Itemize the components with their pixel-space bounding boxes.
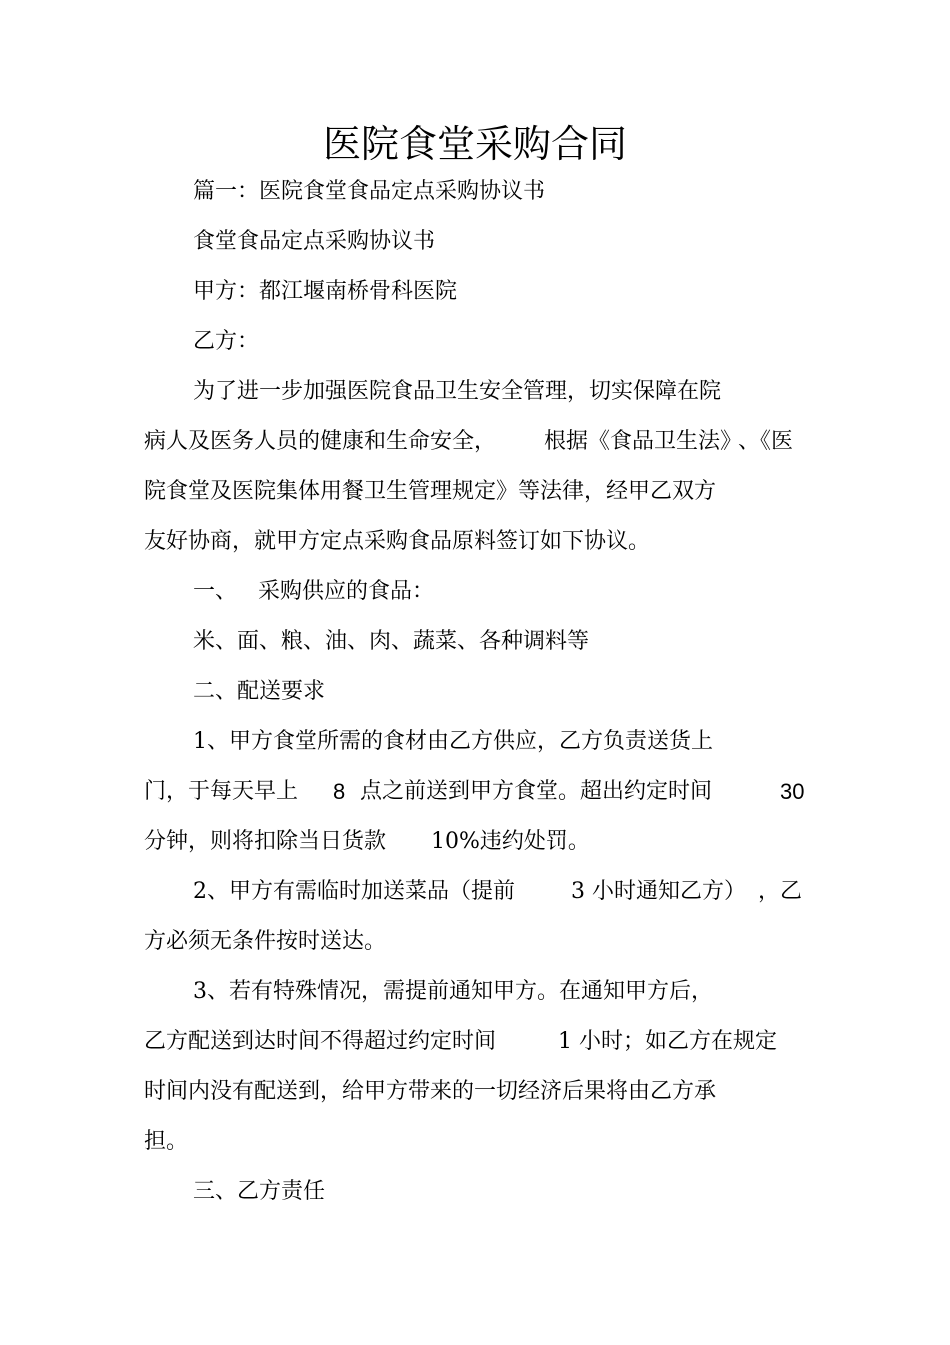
agreement-title: 食堂食品定点采购协议书 bbox=[193, 229, 436, 254]
clause-number: 一、 bbox=[193, 579, 238, 604]
paragraph-line: 门，于每天早上 bbox=[144, 779, 299, 804]
paragraph-line: 、《医 bbox=[738, 429, 794, 454]
paragraph-line: 1 小时；如乙方在规定 bbox=[558, 1029, 777, 1054]
paragraph-line: 院食堂及医院集体用餐卫生管理规定》等法律，经甲乙双方 bbox=[144, 479, 717, 504]
paragraph-line: 时间内没有配送到，给甲方带来的一切经济后果将由乙方承 bbox=[144, 1079, 717, 1104]
clause-heading: 三、乙方责任 bbox=[193, 1179, 326, 1204]
section-heading: 篇一：医院食堂食品定点采购协议书 bbox=[193, 179, 546, 204]
paragraph-line: 友好协商，就甲方定点采购食品原料签订如下协议。 bbox=[144, 529, 651, 554]
party-b: 乙方： bbox=[193, 329, 260, 354]
clause-heading: 采购供应的食品： bbox=[258, 579, 435, 604]
paragraph-line: 2、甲方有需临时加送菜品（提前 bbox=[193, 879, 515, 904]
paragraph-line: 分钟，则将扣除当日货款 bbox=[144, 829, 387, 854]
paragraph-line: 担。 bbox=[144, 1129, 189, 1154]
clause-text: 米、面、粮、油、肉、蔬菜、各种调料等 bbox=[193, 629, 590, 654]
paragraph-line: 30 bbox=[780, 779, 805, 804]
paragraph-line: 8 bbox=[333, 779, 346, 804]
paragraph-line: 3、若有特殊情况，需提前通知甲方。在通知甲方后， bbox=[193, 979, 713, 1004]
paragraph-line: 3 小时通知乙方） bbox=[571, 879, 746, 904]
paragraph-line: 点之前送到甲方食堂。超出约定时间 bbox=[360, 779, 713, 804]
paragraph-line: ，乙 bbox=[758, 879, 803, 904]
paragraph-line: 根据《食品卫生法》 bbox=[544, 429, 743, 454]
party-a: 甲方：都江堰南桥骨科医院 bbox=[193, 279, 458, 304]
document-title: 医院食堂采购合同 bbox=[322, 122, 627, 166]
paragraph-line: 为了进一步加强医院食品卫生安全管理，切实保障在院 bbox=[193, 379, 722, 404]
paragraph-line: 10%违约处罚。 bbox=[431, 829, 590, 854]
paragraph-line: 方必须无条件按时送达。 bbox=[144, 929, 387, 954]
paragraph-line: 1、甲方食堂所需的食材由乙方供应，乙方负责送货上 bbox=[193, 729, 713, 754]
paragraph-line: 病人及医务人员的健康和生命安全， bbox=[144, 429, 497, 454]
paragraph-line: 乙方配送到达时间不得超过约定时间 bbox=[144, 1029, 497, 1054]
clause-heading: 二、配送要求 bbox=[193, 679, 326, 704]
